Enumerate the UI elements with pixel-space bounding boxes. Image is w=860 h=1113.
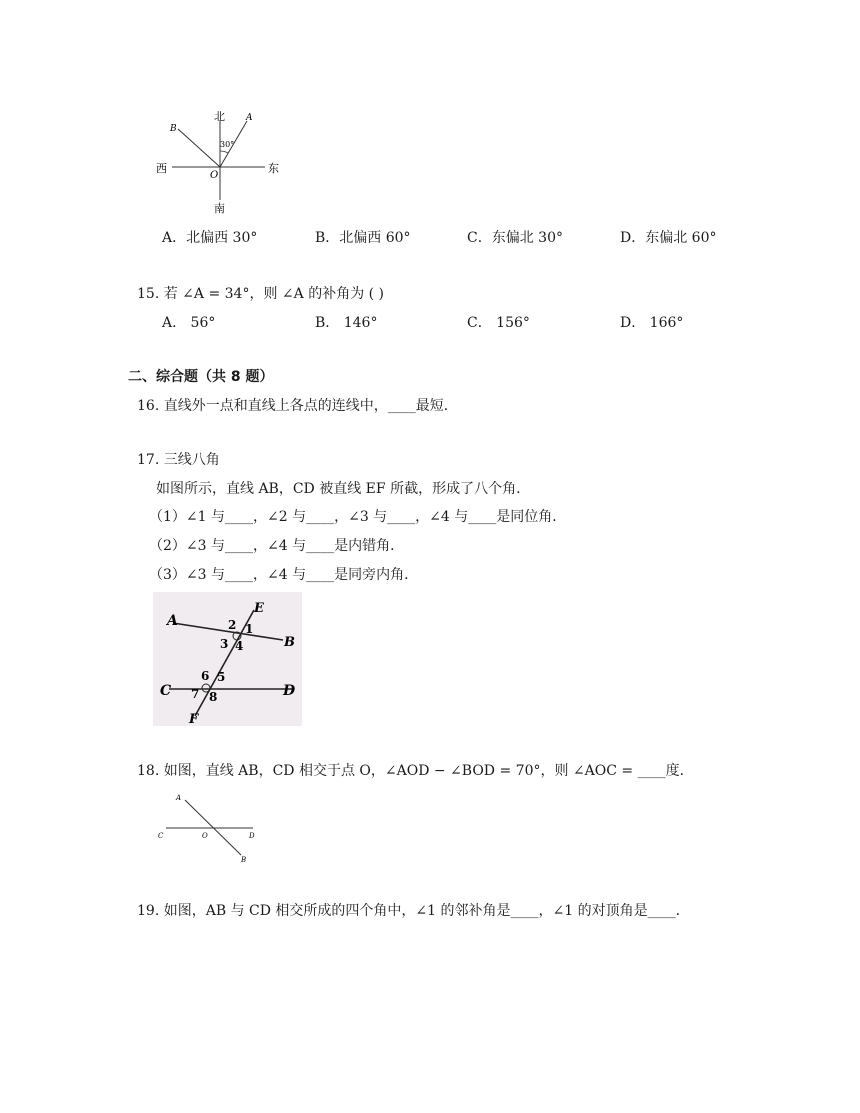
q17-figure [153, 592, 302, 726]
q18-figure [153, 790, 265, 864]
q18-fig-c: C [158, 832, 164, 840]
q17-title: 17. 三线八角 [137, 452, 220, 468]
q17-fig-n4: 4 [235, 639, 244, 653]
compass-south-label: 南 [214, 202, 225, 215]
q17-fig-n2: 2 [228, 618, 237, 632]
q17-fig-n8: 8 [209, 690, 218, 704]
section2-title: 二、综合题（共 8 题） [128, 369, 274, 385]
compass-figure [150, 105, 290, 217]
q18-fig-a: A [176, 794, 182, 802]
compass-o-label: O [210, 170, 219, 181]
q15-option-b[interactable]: B． 146° [315, 315, 378, 331]
q14-option-a[interactable]: A．北偏西 30° [162, 230, 258, 246]
q17-fig-n6: 6 [201, 669, 210, 683]
q14-option-b[interactable]: B．北偏西 60° [315, 230, 411, 246]
q17-line1: （1）∠1 与____，∠2 与____，∠3 与____，∠4 与____是同位角． [149, 509, 567, 525]
q17-fig-f: F [189, 712, 199, 726]
q17-fig-n1: 1 [245, 622, 254, 636]
q17-line3: （3）∠3 与____，∠4 与____是同旁内角． [149, 567, 419, 583]
q17-fig-a: A [167, 613, 178, 629]
q18-fig-o: O [202, 832, 208, 840]
compass-angle-label: 30° [220, 140, 235, 149]
compass-b-label: B [170, 124, 177, 134]
q18-fig-d: D [249, 832, 255, 840]
compass-west-label: 西 [156, 162, 167, 175]
q17-fig-e: E [254, 601, 264, 616]
q17-fig-n7: 7 [191, 687, 200, 701]
q15-stem: 15. 若 ∠A = 34°，则 ∠A 的补角为 ( ) [137, 286, 385, 302]
q17-intro: 如图所示，直线 AB，CD 被直线 EF 所截，形成了八个角． [156, 481, 531, 497]
q18-stem: 18. 如图，直线 AB，CD 相交于点 O，∠AOD − ∠BOD = 70°，则 ∠AOC = ____度． [137, 763, 694, 779]
q15-option-a[interactable]: A． 56° [162, 315, 216, 331]
q15-option-c[interactable]: C． 156° [467, 315, 530, 331]
q19-stem: 19. 如图，AB 与 CD 相交所成的四个角中，∠1 的邻补角是____，∠1 的对顶角是____． [137, 903, 690, 919]
compass-north-label: 北 [214, 110, 225, 123]
q15-option-d[interactable]: D． 166° [620, 315, 684, 331]
q17-fig-n3: 3 [220, 637, 229, 651]
q14-option-d[interactable]: D．东偏北 60° [620, 230, 717, 246]
compass-a-label: A [246, 113, 253, 123]
q17-fig-d: D [283, 683, 296, 699]
q16-stem: 16. 直线外一点和直线上各点的连线中，____最短． [137, 398, 458, 414]
q14-option-c[interactable]: C．东偏北 30° [467, 230, 563, 246]
compass-east-label: 东 [268, 162, 279, 175]
q17-fig-b: B [284, 635, 295, 650]
q18-fig-b: B [241, 856, 247, 864]
q17-fig-c: C [160, 683, 172, 699]
q17-fig-n5: 5 [217, 670, 226, 684]
q17-line2: （2）∠3 与____，∠4 与____是内错角． [149, 538, 405, 554]
